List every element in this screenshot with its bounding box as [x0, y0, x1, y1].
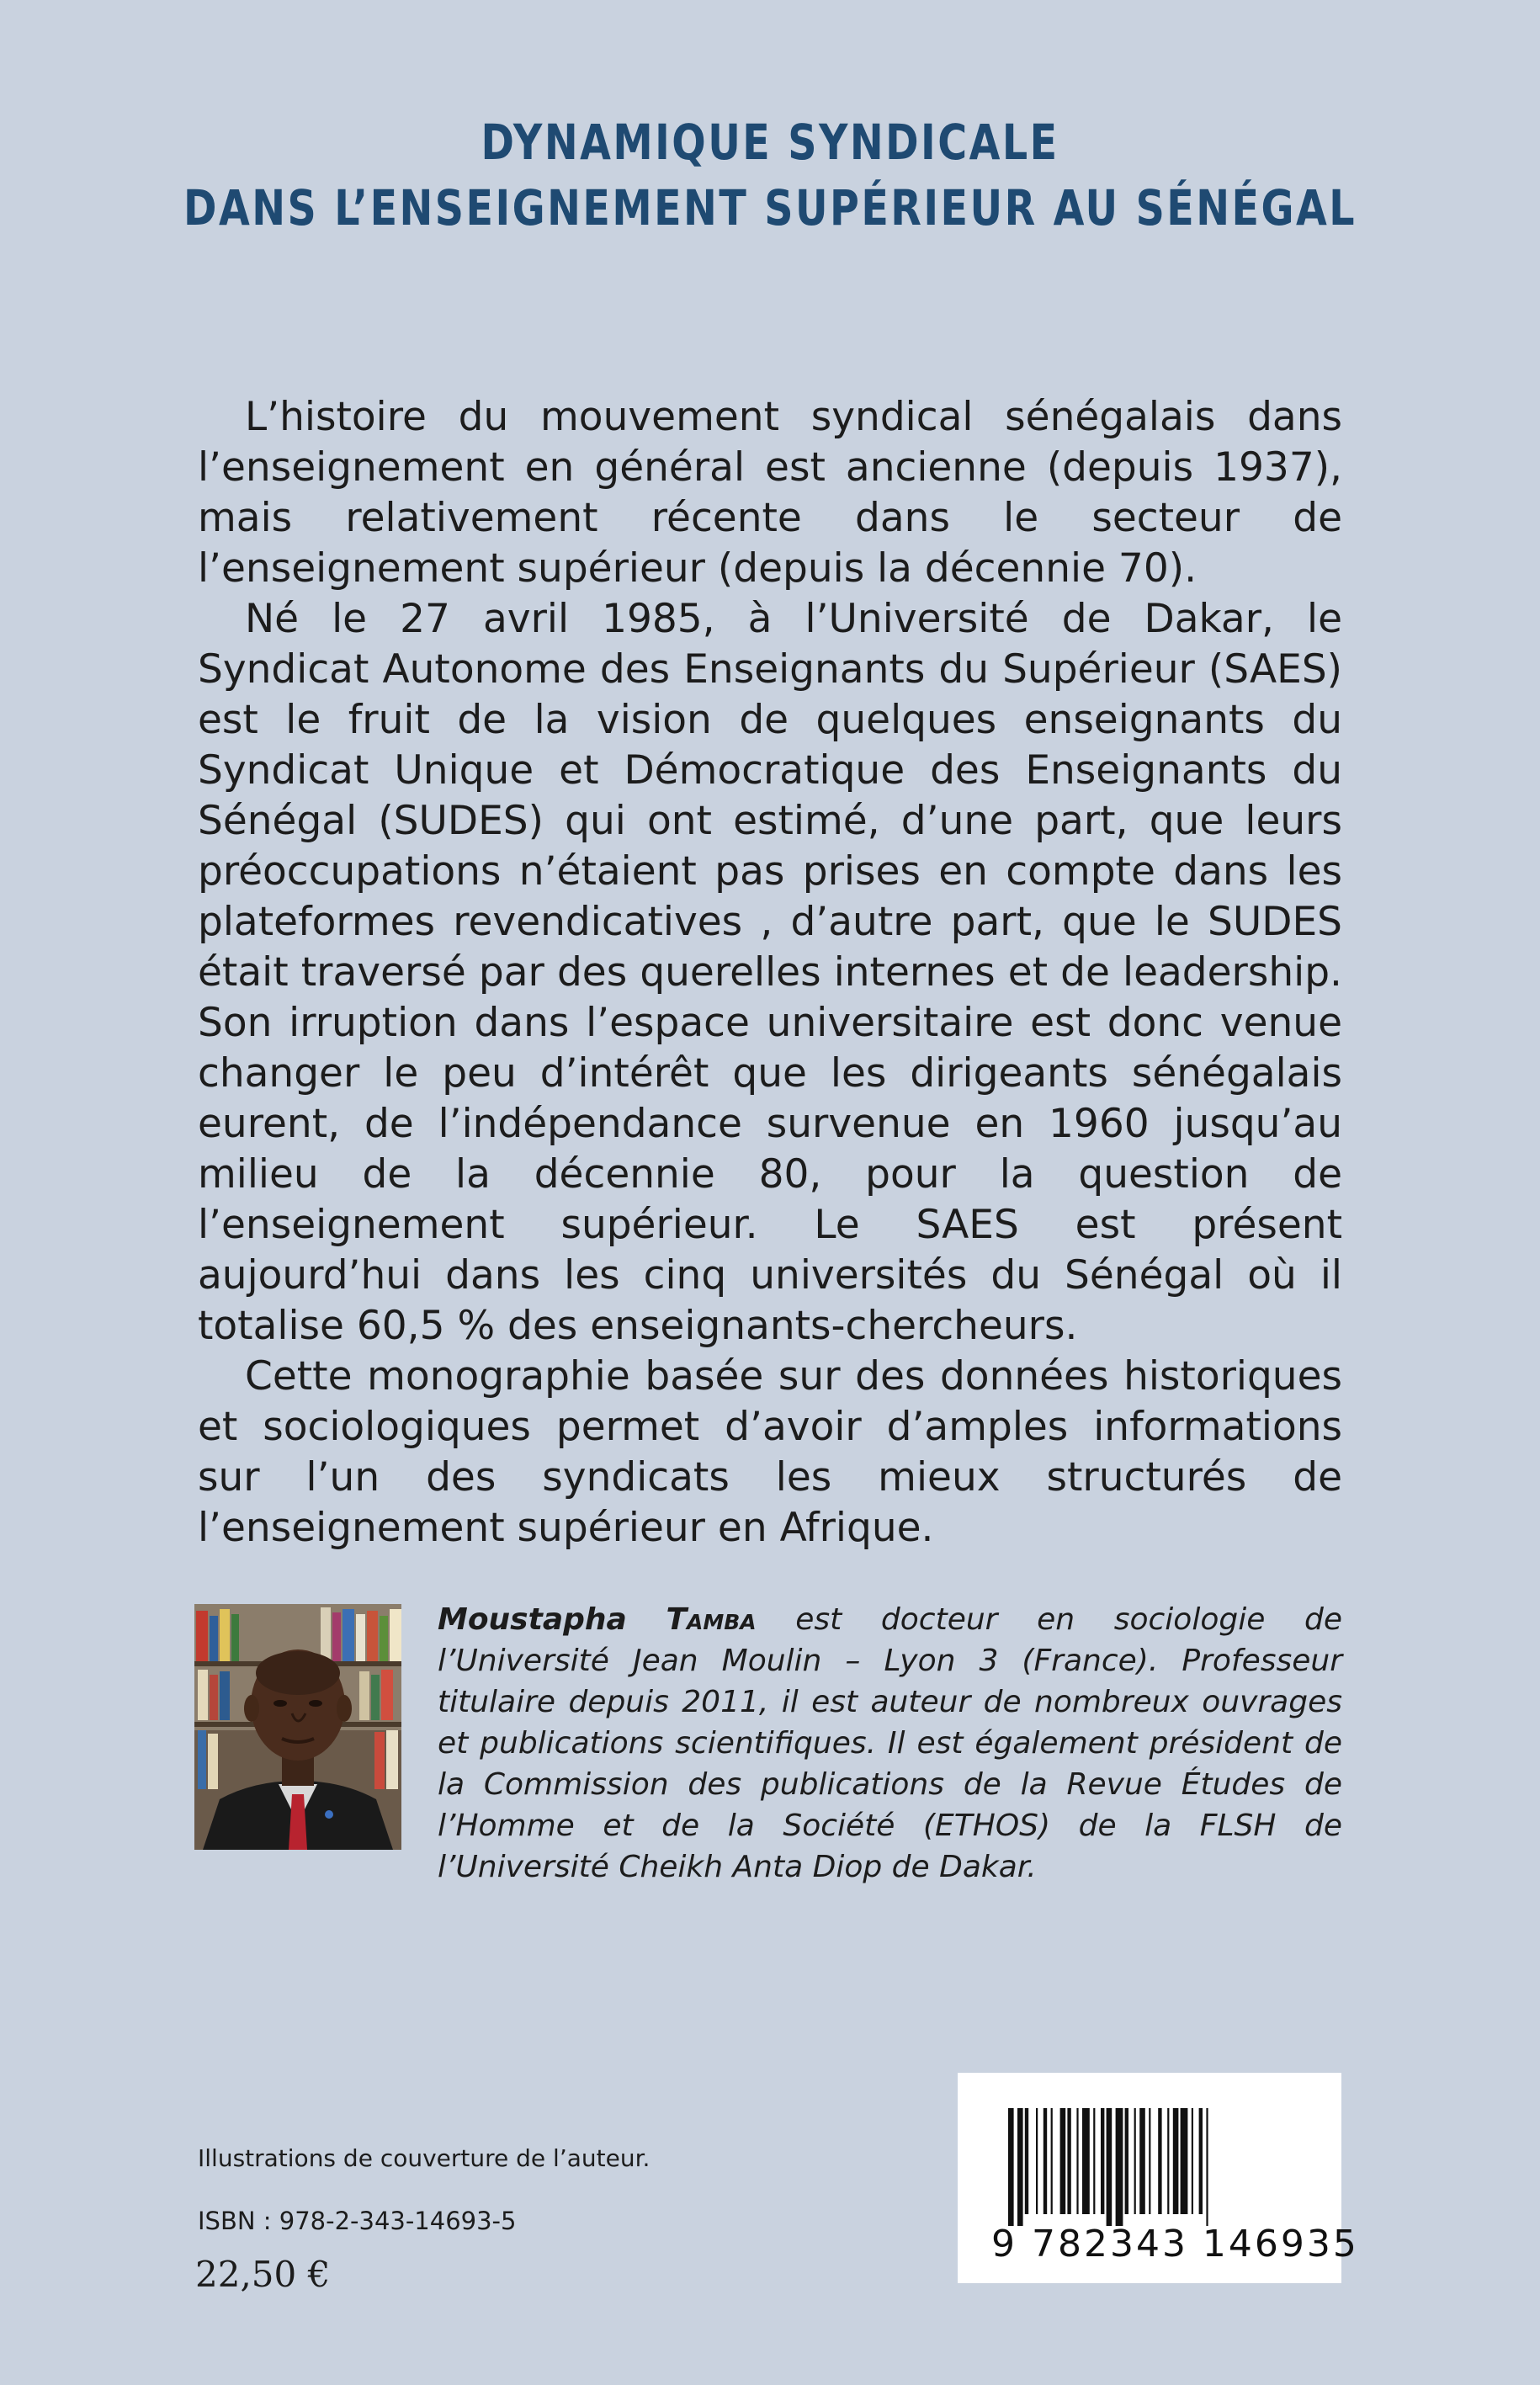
summary-paragraph: Cette monographie basée sur des données historiques et sociologiques permet d’avoir d’amples informations sur l’un des syndicats les mieux structurés de l’enseignement supérieur en Afrique.: [198, 1353, 1342, 1551]
summary-paragraph: Né le 27 avril 1985, à l’Université de Dakar, le Syndicat Autonome des Enseignants du Supérieur (SAES) est le fruit de la vision de quelques enseignants du Syndicat Unique et Démocratique des Enseignants du Sénégal (SUDES) qui ont estimé, d’une part, que leurs préoccupations n’étaient pas prises en compte dans les plateformes revendicatives , d’autre part, que le SUDES était traversé par des querelles internes et de leadership. Son irruption dans l’espace universitaire est donc venue changer le peu d’intérêt que les dirigeants sénégalais eurent, de l’indépendance survenue en 1960 jusqu’au milieu de la décennie 80, pour la question de l’enseignement supérieur. Le SAES est présent aujourd’hui dans les cinq universités du Sénégal où il totalise 60,5 % des enseignants-chercheurs.: [198, 596, 1342, 1349]
isbn: ISBN : 978-2-343-14693-5: [198, 2207, 517, 2235]
barcode: [958, 2073, 1359, 2283]
title-line-2: DANS L’ENSEIGNEMENT SUPÉRIEUR AU SÉNÉGAL: [183, 179, 1357, 236]
author-bio-text: [438, 1599, 1342, 1888]
author-bio: [438, 1599, 1342, 1888]
barcode-digits: 9 782343 146935: [991, 2223, 1359, 2265]
summary-paragraph: L’histoire du mouvement syndical sénégalais dans l’enseignement en général est ancienne (depuis 1937), mais relativement récente dans le secteur de l’enseignement supérieur (depuis la décennie 70).: [198, 394, 1342, 592]
barcode-bars: [1008, 2108, 1291, 2226]
back-cover-summary: [198, 392, 1342, 1554]
author-bio-body: est docteur en sociologie de l’Université Jean Moulin – Lyon 3 (France). Professeur titulaire depuis 2011, il est auteur de nombreux ouvrages et publications scientifiques. Il est également président de la Commission des publications de la Revue Études de l’Homme et de la Société (ETHOS) de la FLSH de l’Université Cheikh Anta Diop de Dakar.: [438, 1602, 1342, 1884]
price: 22,50 €: [195, 2254, 331, 2295]
title-line-1: DYNAMIQUE SYNDICALE: [481, 114, 1059, 171]
author-last-name: Tamba: [666, 1602, 757, 1637]
cover-illustration-credit: Illustrations de couverture de l’auteur.: [198, 2144, 651, 2172]
author-first-name: Moustapha: [438, 1602, 627, 1637]
author-photo: [194, 1604, 401, 1850]
book-title: [139, 109, 1402, 241]
